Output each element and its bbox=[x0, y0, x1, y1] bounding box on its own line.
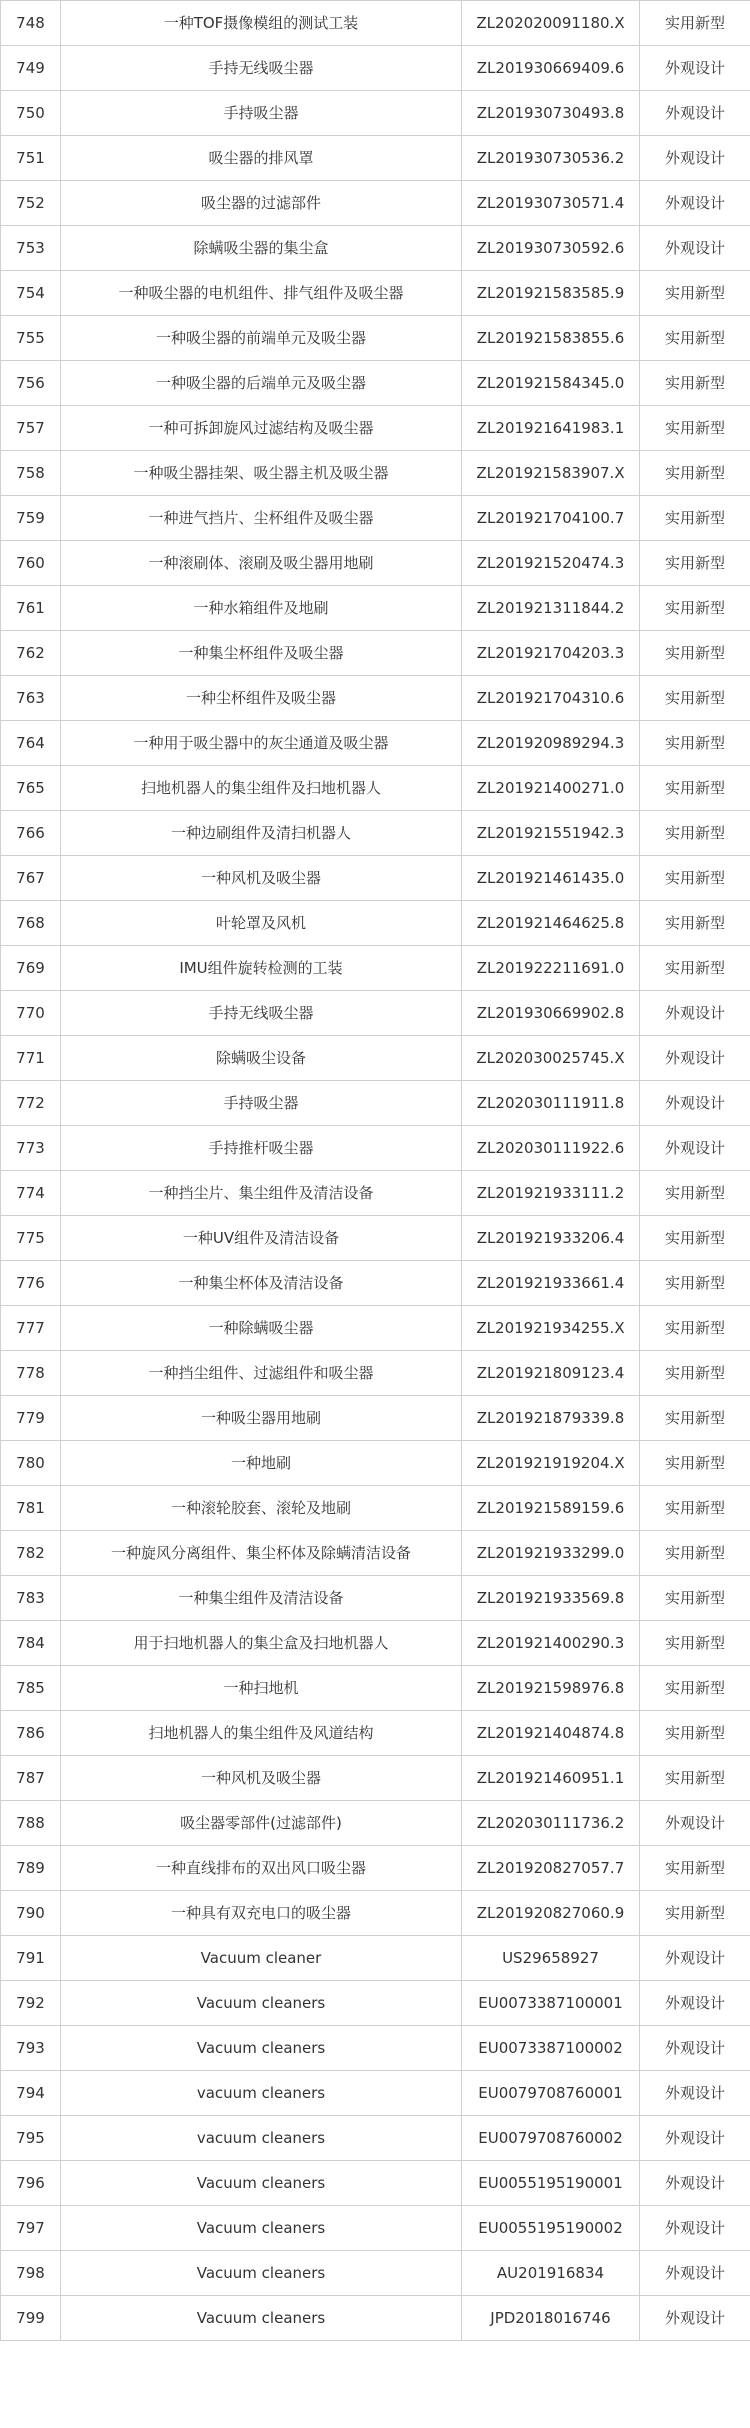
patent-type-cell: 外观设计 bbox=[640, 2026, 750, 2071]
patent-name-cell: 用于扫地机器人的集尘盒及扫地机器人 bbox=[61, 1621, 462, 1666]
row-number-cell: 782 bbox=[1, 1531, 61, 1576]
patent-number-cell: ZL201921589159.6 bbox=[462, 1486, 640, 1531]
patent-number-cell: ZL201920989294.3 bbox=[462, 721, 640, 766]
patent-type-cell: 实用新型 bbox=[640, 1576, 750, 1621]
patent-name-cell: 一种UV组件及清洁设备 bbox=[61, 1216, 462, 1261]
patent-name-cell: vacuum cleaners bbox=[61, 2116, 462, 2161]
table-row bbox=[1, 1981, 750, 2026]
patent-name-cell: 一种吸尘器的电机组件、排气组件及吸尘器 bbox=[61, 271, 462, 316]
patent-number-cell: ZL201921584345.0 bbox=[462, 361, 640, 406]
patent-type-cell: 外观设计 bbox=[640, 1036, 750, 1081]
patent-type-cell: 外观设计 bbox=[640, 2206, 750, 2251]
patent-number-cell: ZL202020091180.X bbox=[462, 1, 640, 46]
patent-type-cell: 实用新型 bbox=[640, 1216, 750, 1261]
patent-type-cell: 实用新型 bbox=[640, 1891, 750, 1936]
patent-type-cell: 实用新型 bbox=[640, 1306, 750, 1351]
table-row bbox=[1, 631, 750, 676]
patent-type-cell: 实用新型 bbox=[640, 541, 750, 586]
patent-type-cell: 实用新型 bbox=[640, 1756, 750, 1801]
patent-type-cell: 外观设计 bbox=[640, 2296, 750, 2341]
patent-name-cell: 叶轮罩及风机 bbox=[61, 901, 462, 946]
patent-number-cell: ZL201921460951.1 bbox=[462, 1756, 640, 1801]
patent-type-cell: 实用新型 bbox=[640, 271, 750, 316]
table-row bbox=[1, 181, 750, 226]
patent-number-cell: EU0055195190001 bbox=[462, 2161, 640, 2206]
patent-type-cell: 实用新型 bbox=[640, 1711, 750, 1756]
patent-name-cell: 一种地刷 bbox=[61, 1441, 462, 1486]
table-row bbox=[1, 1441, 750, 1486]
table-row bbox=[1, 271, 750, 316]
table-row bbox=[1, 1711, 750, 1756]
table-row bbox=[1, 136, 750, 181]
patent-number-cell: ZL201921879339.8 bbox=[462, 1396, 640, 1441]
patent-type-cell: 实用新型 bbox=[640, 721, 750, 766]
table-row bbox=[1, 406, 750, 451]
patent-number-cell: ZL201921400290.3 bbox=[462, 1621, 640, 1666]
table-row bbox=[1, 2026, 750, 2071]
patent-number-cell: ZL201921641983.1 bbox=[462, 406, 640, 451]
patent-type-cell: 实用新型 bbox=[640, 1846, 750, 1891]
patent-number-cell: ZL201930730571.4 bbox=[462, 181, 640, 226]
table-row bbox=[1, 1261, 750, 1306]
patent-name-cell: 手持无线吸尘器 bbox=[61, 991, 462, 1036]
patent-name-cell: 一种滚轮胶套、滚轮及地刷 bbox=[61, 1486, 462, 1531]
patent-name-cell: 一种挡尘片、集尘组件及清洁设备 bbox=[61, 1171, 462, 1216]
patent-name-cell: 一种可拆卸旋风过滤结构及吸尘器 bbox=[61, 406, 462, 451]
patent-type-cell: 实用新型 bbox=[640, 1666, 750, 1711]
patent-name-cell: Vacuum cleaners bbox=[61, 2296, 462, 2341]
patent-name-cell: 除螨吸尘设备 bbox=[61, 1036, 462, 1081]
table-row bbox=[1, 2296, 750, 2341]
row-number-cell: 787 bbox=[1, 1756, 61, 1801]
table-row bbox=[1, 1801, 750, 1846]
patent-type-cell: 实用新型 bbox=[640, 361, 750, 406]
row-number-cell: 777 bbox=[1, 1306, 61, 1351]
patent-number-cell: EU0079708760001 bbox=[462, 2071, 640, 2116]
patent-number-cell: ZL201921704310.6 bbox=[462, 676, 640, 721]
row-number-cell: 786 bbox=[1, 1711, 61, 1756]
patent-name-cell: 一种直线排布的双出风口吸尘器 bbox=[61, 1846, 462, 1891]
patent-number-cell: ZL201921933111.2 bbox=[462, 1171, 640, 1216]
table-row bbox=[1, 1306, 750, 1351]
row-number-cell: 748 bbox=[1, 1, 61, 46]
row-number-cell: 784 bbox=[1, 1621, 61, 1666]
patent-number-cell: EU0079708760002 bbox=[462, 2116, 640, 2161]
patent-number-cell: ZL201922211691.0 bbox=[462, 946, 640, 991]
patent-number-cell: ZL201921809123.4 bbox=[462, 1351, 640, 1396]
row-number-cell: 756 bbox=[1, 361, 61, 406]
patent-number-cell: ZL201921934255.X bbox=[462, 1306, 640, 1351]
patent-type-cell: 实用新型 bbox=[640, 1486, 750, 1531]
row-number-cell: 773 bbox=[1, 1126, 61, 1171]
patent-name-cell: 一种集尘杯组件及吸尘器 bbox=[61, 631, 462, 676]
patent-number-cell: AU201916834 bbox=[462, 2251, 640, 2296]
patent-type-cell: 实用新型 bbox=[640, 1, 750, 46]
row-number-cell: 760 bbox=[1, 541, 61, 586]
table-row bbox=[1, 1531, 750, 1576]
patent-name-cell: 一种水箱组件及地刷 bbox=[61, 586, 462, 631]
patent-type-cell: 实用新型 bbox=[640, 946, 750, 991]
patent-type-cell: 实用新型 bbox=[640, 451, 750, 496]
patent-number-cell: ZL201921461435.0 bbox=[462, 856, 640, 901]
patent-type-cell: 外观设计 bbox=[640, 136, 750, 181]
patent-name-cell: Vacuum cleaners bbox=[61, 2161, 462, 2206]
patent-type-cell: 外观设计 bbox=[640, 181, 750, 226]
table-row bbox=[1, 451, 750, 496]
row-number-cell: 754 bbox=[1, 271, 61, 316]
patent-type-cell: 外观设计 bbox=[640, 1081, 750, 1126]
patent-name-cell: 一种吸尘器挂架、吸尘器主机及吸尘器 bbox=[61, 451, 462, 496]
row-number-cell: 770 bbox=[1, 991, 61, 1036]
patent-type-cell: 实用新型 bbox=[640, 631, 750, 676]
patent-name-cell: 一种TOF摄像模组的测试工装 bbox=[61, 1, 462, 46]
table-row bbox=[1, 1, 750, 46]
patent-type-cell: 实用新型 bbox=[640, 766, 750, 811]
table-row bbox=[1, 2251, 750, 2296]
patent-type-cell: 实用新型 bbox=[640, 1171, 750, 1216]
table-row bbox=[1, 1576, 750, 1621]
row-number-cell: 775 bbox=[1, 1216, 61, 1261]
patent-type-cell: 实用新型 bbox=[640, 1531, 750, 1576]
patent-number-cell: ZL201921933569.8 bbox=[462, 1576, 640, 1621]
row-number-cell: 788 bbox=[1, 1801, 61, 1846]
patent-name-cell: Vacuum cleaners bbox=[61, 1981, 462, 2026]
patent-number-cell: ZL202030111922.6 bbox=[462, 1126, 640, 1171]
row-number-cell: 789 bbox=[1, 1846, 61, 1891]
patent-number-cell: ZL202030111911.8 bbox=[462, 1081, 640, 1126]
patent-name-cell: 手持吸尘器 bbox=[61, 1081, 462, 1126]
patent-type-cell: 外观设计 bbox=[640, 226, 750, 271]
row-number-cell: 778 bbox=[1, 1351, 61, 1396]
patent-type-cell: 外观设计 bbox=[640, 2161, 750, 2206]
patent-name-cell: 一种用于吸尘器中的灰尘通道及吸尘器 bbox=[61, 721, 462, 766]
table-row bbox=[1, 2116, 750, 2161]
patent-name-cell: 一种除螨吸尘器 bbox=[61, 1306, 462, 1351]
table-row bbox=[1, 586, 750, 631]
patent-name-cell: 扫地机器人的集尘组件及风道结构 bbox=[61, 1711, 462, 1756]
table-row bbox=[1, 676, 750, 721]
patent-name-cell: 一种滚刷体、滚刷及吸尘器用地刷 bbox=[61, 541, 462, 586]
row-number-cell: 765 bbox=[1, 766, 61, 811]
row-number-cell: 780 bbox=[1, 1441, 61, 1486]
row-number-cell: 799 bbox=[1, 2296, 61, 2341]
patent-name-cell: 一种尘杯组件及吸尘器 bbox=[61, 676, 462, 721]
patent-number-cell: ZL201921583585.9 bbox=[462, 271, 640, 316]
patent-type-cell: 实用新型 bbox=[640, 1396, 750, 1441]
row-number-cell: 752 bbox=[1, 181, 61, 226]
patent-number-cell: US29658927 bbox=[462, 1936, 640, 1981]
row-number-cell: 757 bbox=[1, 406, 61, 451]
patent-table-body bbox=[1, 1, 750, 2341]
patent-type-cell: 实用新型 bbox=[640, 811, 750, 856]
patent-number-cell: ZL201930730592.6 bbox=[462, 226, 640, 271]
patent-name-cell: 吸尘器零部件(过滤部件) bbox=[61, 1801, 462, 1846]
row-number-cell: 798 bbox=[1, 2251, 61, 2296]
table-row bbox=[1, 1171, 750, 1216]
table-row bbox=[1, 1756, 750, 1801]
table-row bbox=[1, 1846, 750, 1891]
patent-number-cell: ZL201921583855.6 bbox=[462, 316, 640, 361]
row-number-cell: 763 bbox=[1, 676, 61, 721]
patent-name-cell: 手持推杆吸尘器 bbox=[61, 1126, 462, 1171]
row-number-cell: 768 bbox=[1, 901, 61, 946]
patent-name-cell: 一种扫地机 bbox=[61, 1666, 462, 1711]
row-number-cell: 785 bbox=[1, 1666, 61, 1711]
row-number-cell: 776 bbox=[1, 1261, 61, 1306]
row-number-cell: 761 bbox=[1, 586, 61, 631]
patent-number-cell: ZL201921704100.7 bbox=[462, 496, 640, 541]
table-row bbox=[1, 1036, 750, 1081]
patent-name-cell: 一种风机及吸尘器 bbox=[61, 856, 462, 901]
patent-type-cell: 外观设计 bbox=[640, 1981, 750, 2026]
table-row bbox=[1, 1126, 750, 1171]
patent-number-cell: ZL201921919204.X bbox=[462, 1441, 640, 1486]
table-row bbox=[1, 91, 750, 136]
patent-number-cell: EU0073387100001 bbox=[462, 1981, 640, 2026]
table-row bbox=[1, 1666, 750, 1711]
patent-number-cell: ZL201921704203.3 bbox=[462, 631, 640, 676]
table-row bbox=[1, 811, 750, 856]
patent-name-cell: 手持无线吸尘器 bbox=[61, 46, 462, 91]
patent-type-cell: 实用新型 bbox=[640, 1621, 750, 1666]
patent-name-cell: IMU组件旋转检测的工装 bbox=[61, 946, 462, 991]
table-row bbox=[1, 541, 750, 586]
table-row bbox=[1, 361, 750, 406]
table-row bbox=[1, 1216, 750, 1261]
patent-type-cell: 实用新型 bbox=[640, 901, 750, 946]
row-number-cell: 791 bbox=[1, 1936, 61, 1981]
row-number-cell: 758 bbox=[1, 451, 61, 496]
patent-type-cell: 实用新型 bbox=[640, 1261, 750, 1306]
patent-type-cell: 外观设计 bbox=[640, 46, 750, 91]
table-row bbox=[1, 766, 750, 811]
row-number-cell: 779 bbox=[1, 1396, 61, 1441]
row-number-cell: 755 bbox=[1, 316, 61, 361]
patent-type-cell: 外观设计 bbox=[640, 2071, 750, 2116]
table-row bbox=[1, 1396, 750, 1441]
patent-number-cell: ZL201921311844.2 bbox=[462, 586, 640, 631]
patent-type-cell: 实用新型 bbox=[640, 856, 750, 901]
table-row bbox=[1, 1081, 750, 1126]
row-number-cell: 790 bbox=[1, 1891, 61, 1936]
patent-name-cell: 一种具有双充电口的吸尘器 bbox=[61, 1891, 462, 1936]
patent-type-cell: 外观设计 bbox=[640, 1126, 750, 1171]
row-number-cell: 753 bbox=[1, 226, 61, 271]
patent-number-cell: ZL201921933661.4 bbox=[462, 1261, 640, 1306]
patent-number-cell: ZL201921598976.8 bbox=[462, 1666, 640, 1711]
patent-number-cell: ZL201921520474.3 bbox=[462, 541, 640, 586]
patent-number-cell: ZL201920827060.9 bbox=[462, 1891, 640, 1936]
patent-number-cell: ZL201921551942.3 bbox=[462, 811, 640, 856]
patent-number-cell: ZL201930669902.8 bbox=[462, 991, 640, 1036]
table-row bbox=[1, 2071, 750, 2116]
patent-type-cell: 外观设计 bbox=[640, 1936, 750, 1981]
table-row bbox=[1, 901, 750, 946]
patent-type-cell: 实用新型 bbox=[640, 496, 750, 541]
row-number-cell: 772 bbox=[1, 1081, 61, 1126]
patent-name-cell: 扫地机器人的集尘组件及扫地机器人 bbox=[61, 766, 462, 811]
patent-type-cell: 实用新型 bbox=[640, 1351, 750, 1396]
patent-name-cell: 吸尘器的过滤部件 bbox=[61, 181, 462, 226]
patent-name-cell: Vacuum cleaners bbox=[61, 2026, 462, 2071]
patent-type-cell: 实用新型 bbox=[640, 1441, 750, 1486]
table-row bbox=[1, 1621, 750, 1666]
row-number-cell: 766 bbox=[1, 811, 61, 856]
row-number-cell: 762 bbox=[1, 631, 61, 676]
patent-name-cell: 除螨吸尘器的集尘盒 bbox=[61, 226, 462, 271]
patent-number-cell: EU0073387100002 bbox=[462, 2026, 640, 2071]
row-number-cell: 781 bbox=[1, 1486, 61, 1531]
patent-number-cell: JPD2018016746 bbox=[462, 2296, 640, 2341]
patent-name-cell: 一种旋风分离组件、集尘杯体及除螨清洁设备 bbox=[61, 1531, 462, 1576]
table-row bbox=[1, 316, 750, 361]
table-row bbox=[1, 856, 750, 901]
patent-type-cell: 外观设计 bbox=[640, 991, 750, 1036]
patent-name-cell: Vacuum cleaner bbox=[61, 1936, 462, 1981]
patent-type-cell: 实用新型 bbox=[640, 676, 750, 721]
patent-name-cell: 一种集尘杯体及清洁设备 bbox=[61, 1261, 462, 1306]
patent-number-cell: ZL202030025745.X bbox=[462, 1036, 640, 1081]
patent-number-cell: ZL201921933206.4 bbox=[462, 1216, 640, 1261]
row-number-cell: 751 bbox=[1, 136, 61, 181]
patent-number-cell: ZL202030111736.2 bbox=[462, 1801, 640, 1846]
patent-name-cell: 手持吸尘器 bbox=[61, 91, 462, 136]
row-number-cell: 750 bbox=[1, 91, 61, 136]
patent-number-cell: ZL201930730493.8 bbox=[462, 91, 640, 136]
patent-name-cell: 一种集尘组件及清洁设备 bbox=[61, 1576, 462, 1621]
table-row bbox=[1, 1891, 750, 1936]
table-row bbox=[1, 946, 750, 991]
row-number-cell: 774 bbox=[1, 1171, 61, 1216]
patent-type-cell: 外观设计 bbox=[640, 1801, 750, 1846]
patent-name-cell: 一种吸尘器的前端单元及吸尘器 bbox=[61, 316, 462, 361]
table-row bbox=[1, 496, 750, 541]
row-number-cell: 764 bbox=[1, 721, 61, 766]
table-row bbox=[1, 1351, 750, 1396]
patent-name-cell: 一种吸尘器用地刷 bbox=[61, 1396, 462, 1441]
patent-number-cell: ZL201921583907.X bbox=[462, 451, 640, 496]
table-row bbox=[1, 46, 750, 91]
row-number-cell: 759 bbox=[1, 496, 61, 541]
patent-type-cell: 实用新型 bbox=[640, 316, 750, 361]
patent-name-cell: 吸尘器的排风罩 bbox=[61, 136, 462, 181]
patent-type-cell: 外观设计 bbox=[640, 2251, 750, 2296]
patent-name-cell: 一种进气挡片、尘杯组件及吸尘器 bbox=[61, 496, 462, 541]
row-number-cell: 793 bbox=[1, 2026, 61, 2071]
patent-name-cell: Vacuum cleaners bbox=[61, 2206, 462, 2251]
table-row bbox=[1, 226, 750, 271]
patent-number-cell: ZL201921400271.0 bbox=[462, 766, 640, 811]
patent-type-cell: 实用新型 bbox=[640, 406, 750, 451]
table-row bbox=[1, 1486, 750, 1531]
patent-name-cell: 一种吸尘器的后端单元及吸尘器 bbox=[61, 361, 462, 406]
table-row bbox=[1, 2206, 750, 2251]
patent-number-cell: ZL201921404874.8 bbox=[462, 1711, 640, 1756]
row-number-cell: 795 bbox=[1, 2116, 61, 2161]
row-number-cell: 749 bbox=[1, 46, 61, 91]
patent-number-cell: EU0055195190002 bbox=[462, 2206, 640, 2251]
table-row bbox=[1, 1936, 750, 1981]
patent-number-cell: ZL201920827057.7 bbox=[462, 1846, 640, 1891]
row-number-cell: 767 bbox=[1, 856, 61, 901]
table-row bbox=[1, 991, 750, 1036]
patent-name-cell: 一种边刷组件及清扫机器人 bbox=[61, 811, 462, 856]
patent-name-cell: 一种挡尘组件、过滤组件和吸尘器 bbox=[61, 1351, 462, 1396]
row-number-cell: 794 bbox=[1, 2071, 61, 2116]
patent-name-cell: 一种风机及吸尘器 bbox=[61, 1756, 462, 1801]
patent-number-cell: ZL201921464625.8 bbox=[462, 901, 640, 946]
patent-type-cell: 外观设计 bbox=[640, 2116, 750, 2161]
patent-number-cell: ZL201921933299.0 bbox=[462, 1531, 640, 1576]
patent-name-cell: Vacuum cleaners bbox=[61, 2251, 462, 2296]
row-number-cell: 796 bbox=[1, 2161, 61, 2206]
row-number-cell: 792 bbox=[1, 1981, 61, 2026]
row-number-cell: 797 bbox=[1, 2206, 61, 2251]
patent-number-cell: ZL201930669409.6 bbox=[462, 46, 640, 91]
table-row bbox=[1, 721, 750, 766]
patent-type-cell: 实用新型 bbox=[640, 586, 750, 631]
row-number-cell: 771 bbox=[1, 1036, 61, 1081]
patent-number-cell: ZL201930730536.2 bbox=[462, 136, 640, 181]
patent-name-cell: vacuum cleaners bbox=[61, 2071, 462, 2116]
row-number-cell: 783 bbox=[1, 1576, 61, 1621]
patent-type-cell: 外观设计 bbox=[640, 91, 750, 136]
table-row bbox=[1, 2161, 750, 2206]
row-number-cell: 769 bbox=[1, 946, 61, 991]
